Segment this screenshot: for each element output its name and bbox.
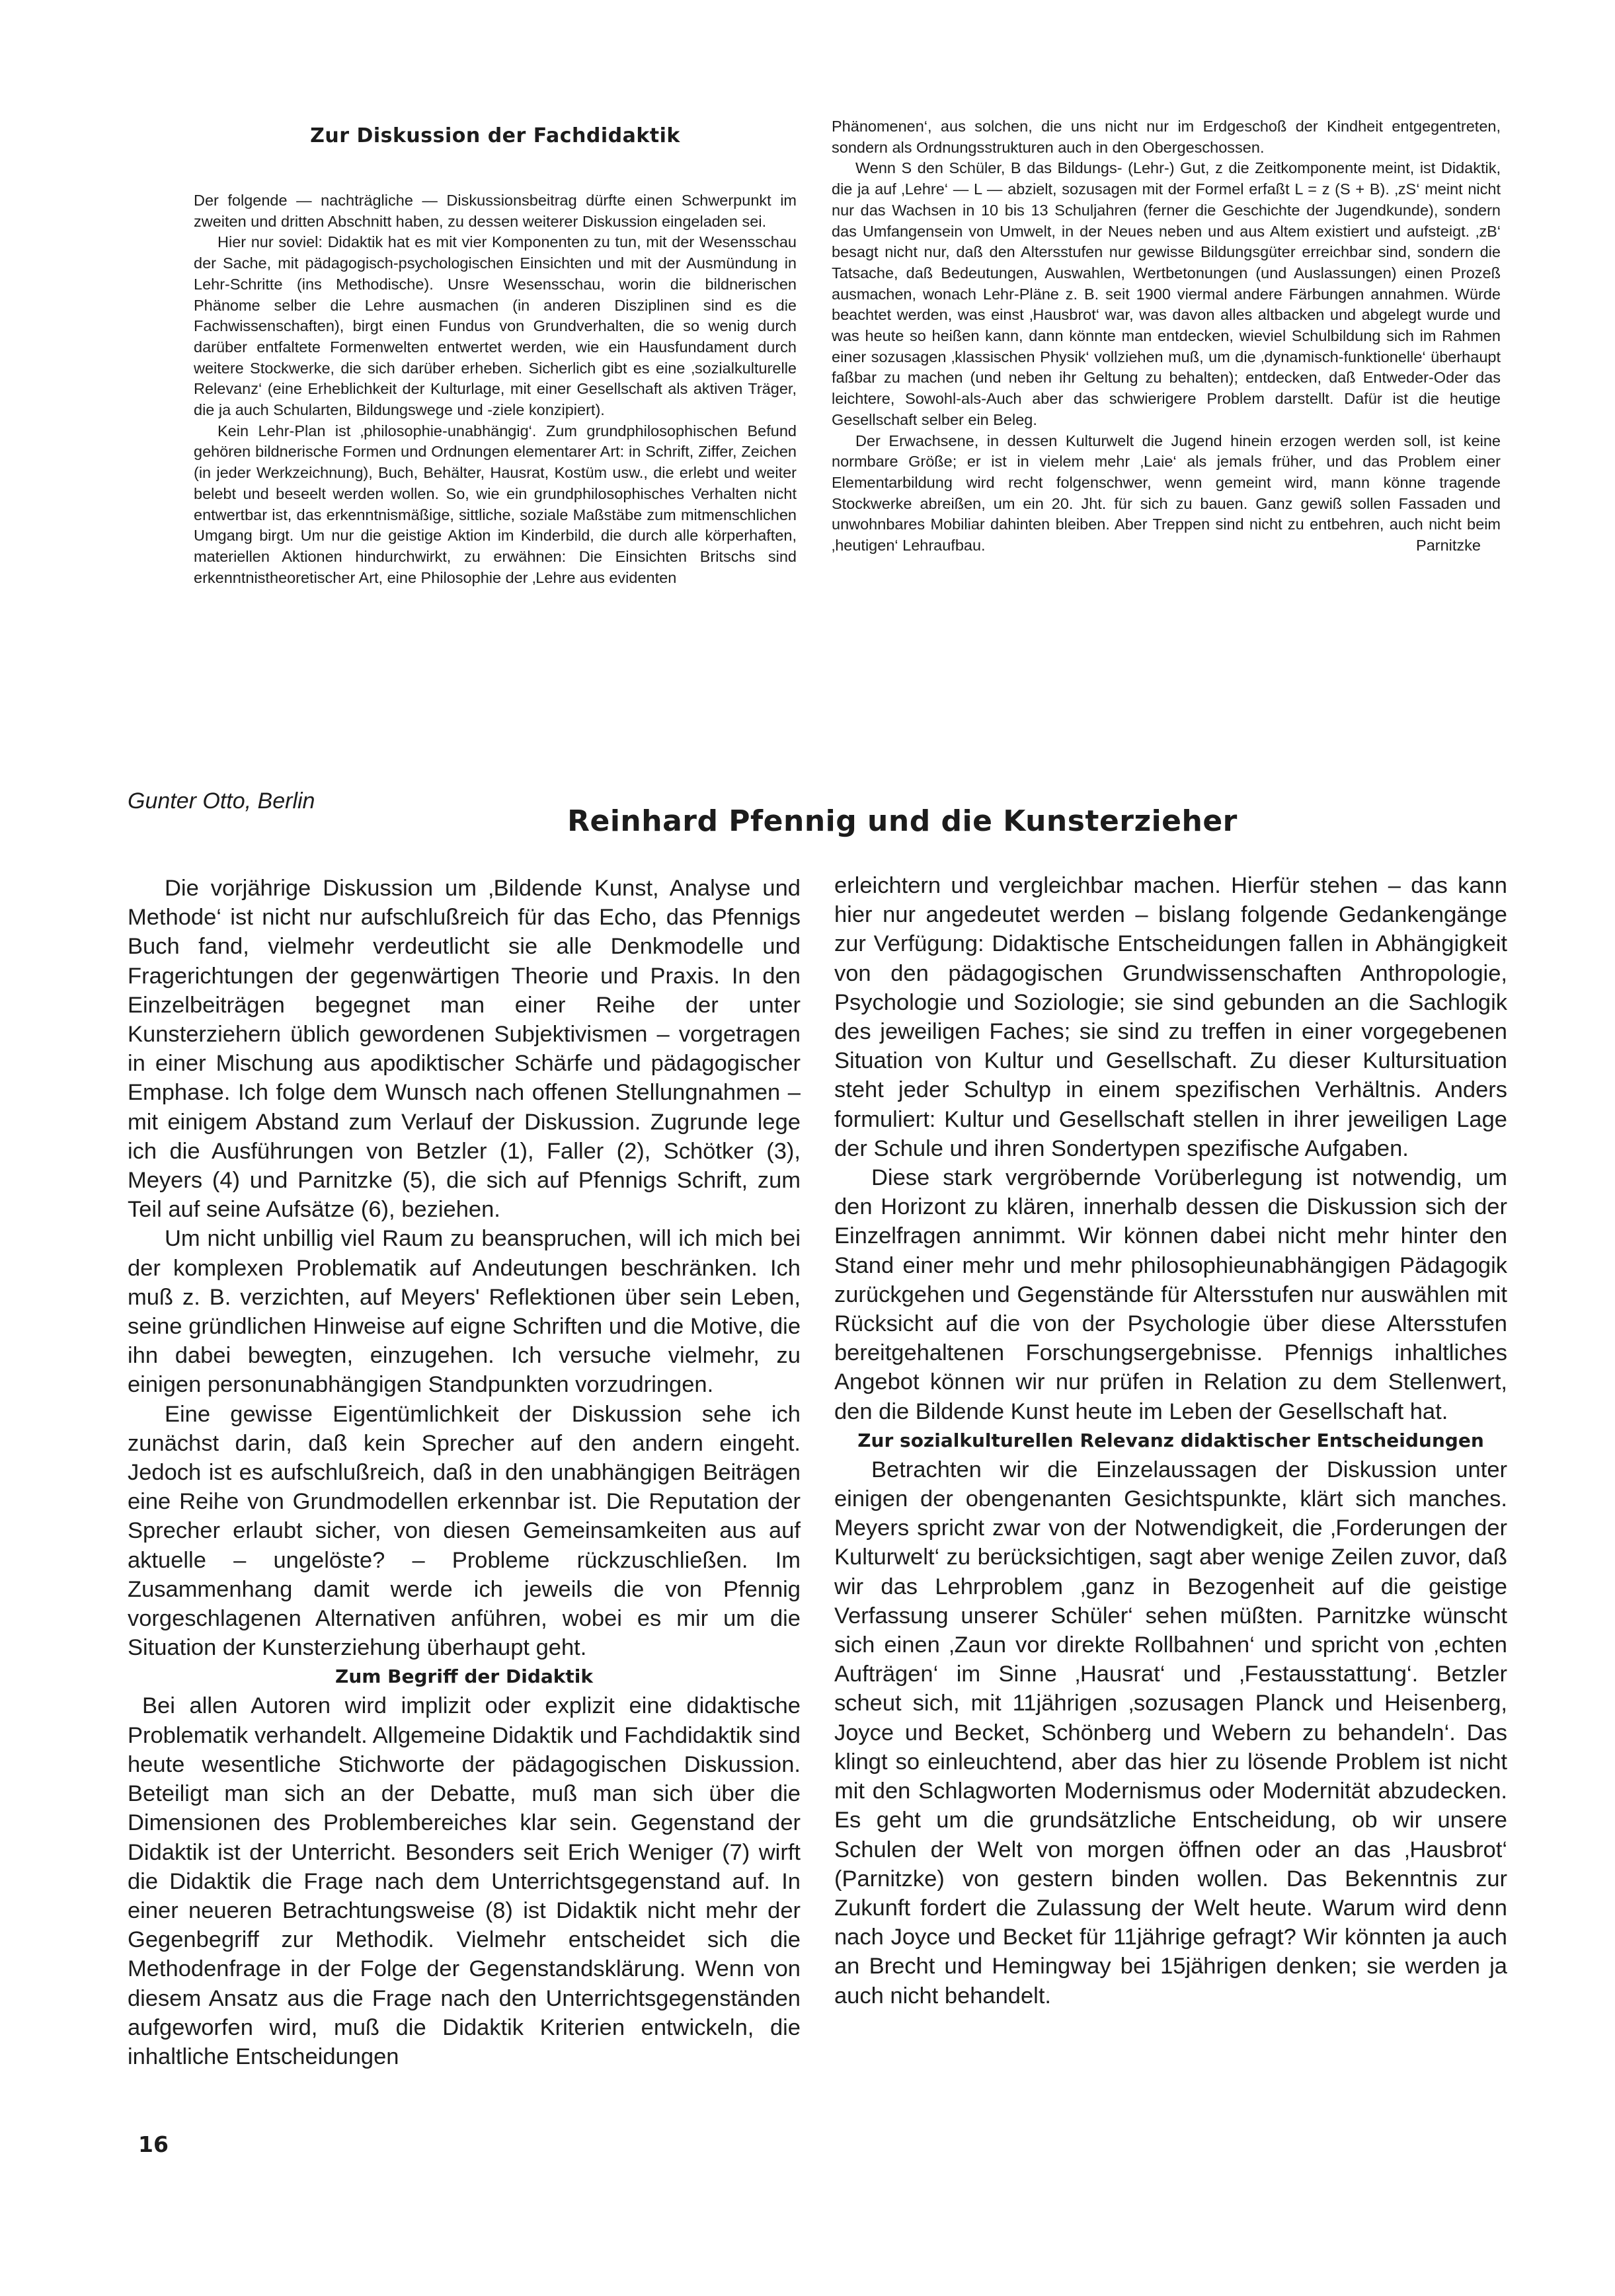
article-author: Gunter Otto, Berlin <box>128 788 315 814</box>
article-paragraph: Um nicht unbillig viel Raum zu beanspruchen, will ich mich bei der komplexen Problematik auf Andeutungen beschränken. Ich muß z. B. verzichten, auf Meyers' Reflektionen über sein Leben, seine gründlichen Hinweise auf eigne Schriften und die Motive, die ihn dabei bewegten, einzugehen. Ich versuche vielmehr, zu einigen personunabhängigen Standpunkten vorzudringen. <box>128 1226 801 1398</box>
discussion-signature: Parnitzke <box>1416 537 1481 555</box>
discussion-paragraph: Der folgende — nachträgliche — Diskussionsbeitrag dürfte einen Schwerpunkt im zweiten und dritten Abschnitt haben, zu dessen weiterer Diskussion eingeladen sei. <box>194 192 797 230</box>
article-right-column <box>834 871 1507 2010</box>
discussion-paragraph: Phänomenen‘, aus solchen, die uns nicht nur im Erdgeschoß der Kindheit entgegentreten, sondern als Ordnungsstrukturen auch in den Obergeschossen. <box>832 118 1501 156</box>
article-title: Reinhard Pfennig und die Kunsterzieher <box>567 804 1238 838</box>
article-left-column <box>128 874 801 2071</box>
discussion-right-column <box>832 116 1501 556</box>
article-paragraph: Eine gewisse Eigentümlichkeit der Diskussion sehe ich zunächst darin, daß kein Sprecher auf den andern eingeht. Jedoch ist es aufschlußreich, daß in den unabhängigen Beiträgen eine Reihe von Grundmodellen erkennbar ist. Die Reputation der Sprecher erlaubt sicher, von diesen Gemeinsamkeiten aus auf aktuelle – ungelöste? – Probleme rückzuschließen. Im Zusammenhang damit werde ich jeweils die von Pfennig vorgeschlagenen Alternativen anführen, wobei es mir um die Situation der Kunsterziehung überhaupt geht. <box>128 1401 801 1661</box>
article-paragraph: erleichtern und vergleichbar machen. Hierfür stehen – das kann hier nur angedeutet werden – bislang folgende Gedankengänge zur Verfügung: Didaktische Entscheidungen fallen in Abhängigkeit von den pädagogischen Grundwissenschaften Anthropologie, Psychologie und Soziologie; sie sind gebunden an die Sachlogik des jeweiligen Faches; sie sind zu treffen in einer vorgegebenen Situation von Kultur und Gesellschaft. Zu dieser Kultursituation steht jeder Schultyp in einem spezifischen Verhältnis. Anders formuliert: Kultur und Gesellschaft stellen in ihrer jeweiligen Lage der Schule und ihren Sondertypen spezifische Aufgaben. <box>834 873 1507 1161</box>
discussion-paragraph: Kein Lehr-Plan ist ‚philosophie-unabhängig‘. Zum grundphilosophischen Befund gehören bildnerische Formen und Ordnungen elementarer Art: in Schrift, Ziffer, Zeichen (in jeder Werkzeichnung), Buch, Behälter, Hausrat, Kostüm usw., die erlebt und weiter belebt und beseelt werden wollen. So, wie ein grundphilosophisches Verhalten nicht entwertbar ist, das erkenntnismäßige, sittliche, soziale Maßstäbe zum mitmenschlichen Umgang birgt. Um nur die geistige Aktion im Kinderbild, die durch alle körperhaften, materiellen Aktionen hindurchwirkt, zu erwähnen: Die Einsichten Britschs sind erkenntnistheoretischer Art, eine Philosophie der ‚Lehre aus evidenten <box>194 422 797 586</box>
discussion-heading: Zur Diskussion der Fachdidaktik <box>310 124 680 147</box>
article-paragraph: Betrachten wir die Einzelaussagen der Diskussion unter einigen der obengenanten Gesichtspunkte, klärt sich manches. Meyers spricht zwar von der Notwendigkeit, die ‚Forderungen der Kulturwelt‘ zu berücksichtigen, sagt aber wenige Zeilen zuvor, daß wir das Lehrproblem ‚ganz in Bezogenheit auf die geistige Verfassung unserer Schüler‘ sehen müßten. Parnitzke wünscht sich einen ‚Zaun vor direkte Rollbahnen‘ und spricht von ‚echten Aufträgen‘ im Sinne ‚Hausrat‘ und ‚Festausstattung‘. Betzler scheut sich, mit 11jährigen ‚sozusagen Planck und Heisenberg, Joyce und Becket, Schönberg und Webern zu behandeln‘. Das klingt so einleuchtend, aber das hier zu lösende Problem ist nicht mit den Schlagworten Modernismus oder Modernität abzudecken. Es geht um die grundsätzliche Entscheidung, ob wir unsere Schulen der Welt von morgen öffnen oder an das ‚Hausbrot‘ (Parnitzke) von gestern binden wollen. Das Bekenntnis zur Zukunft fordert die Zulassung der Welt heute. Warum wird denn nach Joyce und Becket für 11jährige gefragt? Wir könnten ja auch an Brecht und Hemingway bei 15jährigen denken; sie werden ja auch nicht behandelt. <box>834 1457 1507 2009</box>
article-paragraph: Die vorjährige Diskussion um ‚Bildende Kunst, Analyse und Methode‘ ist nicht nur aufschlußreich für das Echo, das Pfennigs Buch fand, vielmehr verdeutlicht sie alle Denkmodelle und Fragerichtungen der gegenwärtigen Theorie und Praxis. In den Einzelbeiträgen begegnet man einer Reihe der unter Kunsterziehern üblich gewordenen Subjektivismen – vorgetragen in einer Mischung aus apodiktischer Schärfe und pädagogischer Emphase. Ich folge dem Wunsch nach offenen Stellungnahmen – mit einigem Abstand zum Verlauf der Diskussion. Zugrunde lege ich die Ausführungen von Betzler (1), Faller (2), Schötker (3), Meyers (4) und Parnitzke (5), die sich auf Pfennigs Schrift, zum Teil auf seine Aufsätze (6), beziehen. <box>128 876 801 1223</box>
article-paragraph: Bei allen Autoren wird implizit oder explizit eine didaktische Problematik verhandelt. Allgemeine Didaktik und Fachdidaktik sind heute wesentliche Stichworte der pädagogischen Diskussion. Beteiligt man sich an der Debatte, muß man sich über die Dimensionen des Problembereiches klar sein. Gegenstand der Didaktik ist der Unterricht. Besonders seit Erich Weniger (7) wirft die Didaktik die Frage nach dem Unterrichtsgegenstand auf. In einer neueren Betrachtungsweise (8) ist Didaktik nicht mehr der Gegenbegriff zur Methodik. Vielmehr entscheidet sich die Methodenfrage in der Folge der Gegenstandsklärung. Wenn von diesem Ansatz aus die Frage nach den Unterrichtsgegenständen aufgeworfen wird, muß die Didaktik Kriterien entwickeln, die inhaltliche Entscheidungen <box>128 1693 801 2069</box>
article-paragraph: Diese stark vergröbernde Vorüberlegung ist notwendig, um den Horizont zu klären, innerhalb dessen die Diskussion sich der Einzelfragen annimmt. Wir können dabei nicht mehr hinter den Stand einer mehr und mehr philosophieunabhängigen Pädagogik zurückgehen und Gegenstände für Altersstufen nur auswählen mit Rücksicht auf die von der Psychologie über diese Altersstufen bereitgehaltenen Forschungsergebnisse. Pfennigs inhaltliches Angebot können wir nur prüfen in Relation zu dem Stellenwert, den die Bildende Kunst heute im Leben der Gesellschaft hat. <box>834 1165 1507 1424</box>
page-number: 16 <box>138 2131 169 2157</box>
section-heading-relevanz: Zur sozialkulturellen Relevanz didaktischer Entscheidungen <box>857 1429 1484 1451</box>
discussion-paragraph-text: Der Erwachsene, in dessen Kulturwelt die Jugend hinein erzogen werden soll, ist keine normbare Größe; er ist in vielem mehr ‚Laie‘ als jemals früher, und das Problem einer Elementarbildung wird recht folgenschwer, wenn gemeint wird, mann könne tragende Stockwerke abreißen, um ein 20. Jht. für sich zu bauen. Ganz gewiß sollen Fassaden und unwohnbares Mobiliar dahinten bleiben. Aber Treppen sind nicht zu entbehren, auch nicht beim ‚heutigen‘ Lehraufbau. <box>832 432 1501 555</box>
section-heading-didaktik: Zum Begriff der Didaktik <box>335 1665 593 1688</box>
discussion-left-column <box>194 123 797 588</box>
discussion-paragraph: Hier nur soviel: Didaktik hat es mit vier Komponenten zu tun, mit der Wesensschau der Sache, mit pädagogisch-psychologischen Einsichten und mit der Ausmündung in Lehr-Schritte (ins Methodische). Unsre Wesensschau, worin die bildnerischen Phänome selber die Lehre ausmachen (in anderen Disziplinen sind es die Fachwissenschaften), birgt einen Fundus von Grundverhalten, die so wenig durch darüber entfaltete Formenwelten entwertet werden, wie ein Hausfundament durch weitere Stockwerke, die sich darüber erheben. Sicherlich gibt es eine ‚sozialkulturelle Relevanz‘ (eine Erheblichkeit der Kulturlage, mit einer Gesellschaft als aktiven Träger, die ja auch Schularten, Bildungswege und -ziele konzipiert). <box>194 233 797 419</box>
discussion-paragraph: Wenn S den Schüler, B das Bildungs- (Lehr-) Gut, z die Zeitkomponente meint, ist Didaktik, die ja auf ‚Lehre‘ — L — abzielt, sozusagen mit der Formel erfaßt L = z (S + B). ‚zS‘ meint nicht nur das Wachsen in 10 bis 13 Schuljahren (ferner die Geschichte der Jugendkunde), sondern das Umfangensein von Umwelt, in der Neues neben und aus Altem existiert und aufsteigt. ‚zB‘ besagt nicht nur, daß den Altersstufen nur gewisse Bildungsgüter erreichbar sind, sondern die Tatsache, daß Bedeutungen, Auswahlen, Wertbetonungen (und Auslassungen) einen Prozeß ausmachen, wonach Lehr-Pläne z. B. seit 1900 viermal andere Färbungen annahmen. Würde beachtet werden, was einst ‚Hausbrot‘ war, was davon alles altbacken und abgelegt wurde und was heute so heißen kann, dann könnte man entdecken, wieviel Schulbildung sich im Rahmen einer sozusagen ‚klassischen Physik‘ vollziehen muß, um die ‚dynamisch-funktionelle‘ überhaupt faßbar zu machen (und neben ihr Geltung zu behalten); entdecken, daß Entweder-Oder das leichtere, Sowohl-als-Auch aber das schwierigere Problem darstellt. Dafür ist die heutige Gesellschaft selber ein Beleg. <box>832 159 1501 428</box>
discussion-paragraph <box>832 431 1501 556</box>
